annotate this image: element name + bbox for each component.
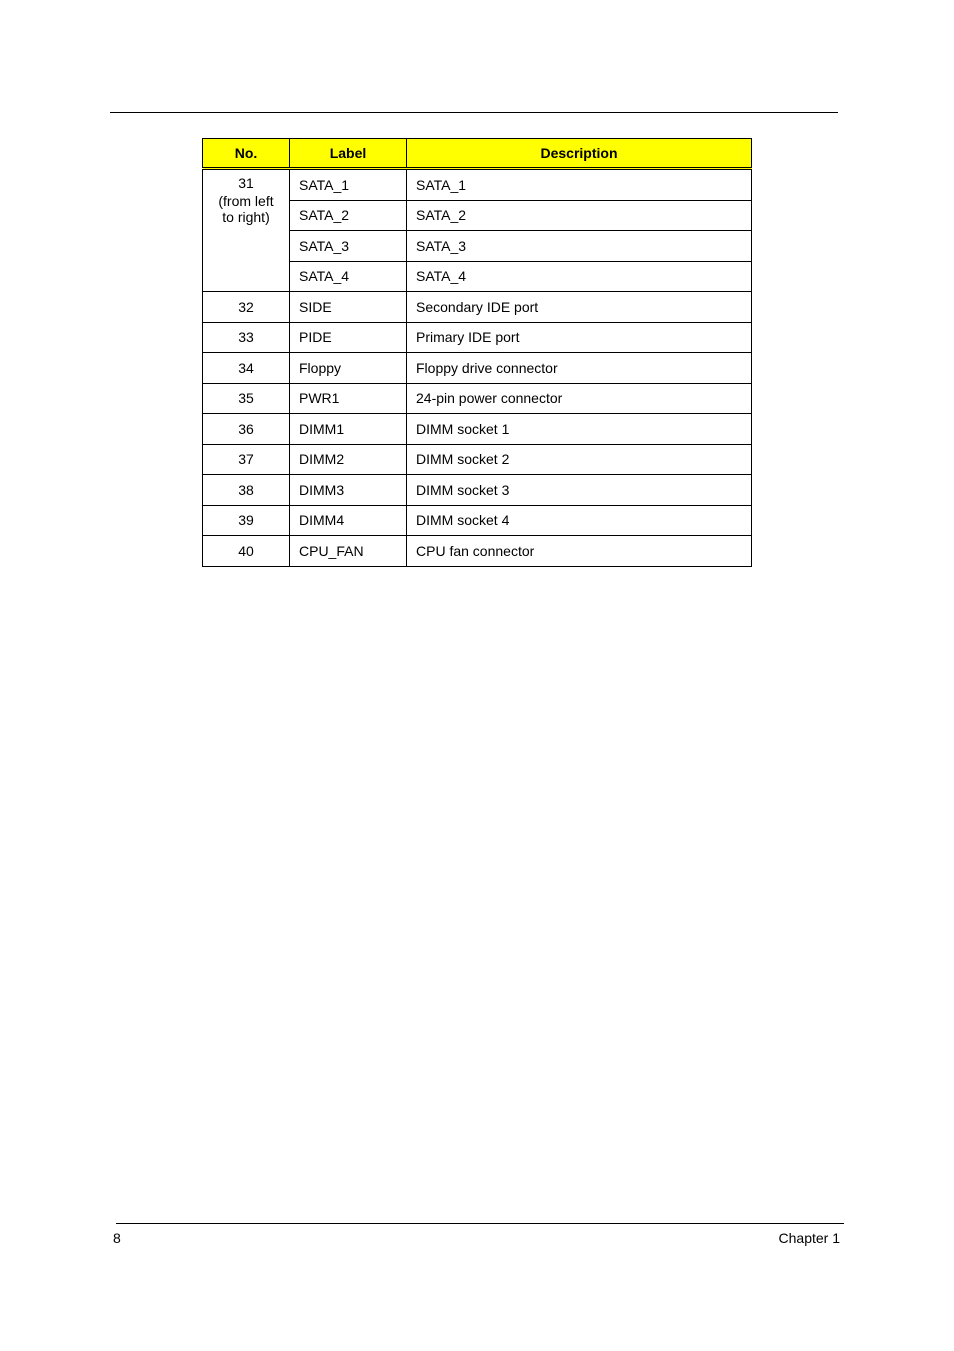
- description-cell: Floppy drive connector: [407, 353, 752, 384]
- label-cell: SATA_2: [290, 200, 407, 231]
- label-cell: PWR1: [290, 383, 407, 414]
- label-cell: DIMM2: [290, 444, 407, 475]
- group-note: to right): [222, 209, 270, 225]
- label-cell: DIMM1: [290, 414, 407, 445]
- description-cell: SATA_2: [407, 200, 752, 231]
- label-cell: DIMM3: [290, 475, 407, 506]
- label-cell: CPU_FAN: [290, 536, 407, 567]
- no-cell: 33: [203, 322, 290, 353]
- label-cell: PIDE: [290, 322, 407, 353]
- table-row: [203, 414, 752, 445]
- no-cell: 34: [203, 353, 290, 384]
- description-cell: 24-pin power connector: [407, 383, 752, 414]
- table-row: [203, 292, 752, 323]
- description-cell: DIMM socket 1: [407, 414, 752, 445]
- table-row: [203, 353, 752, 384]
- label-cell: SIDE: [290, 292, 407, 323]
- connector-table: [202, 138, 752, 567]
- description-cell: Secondary IDE port: [407, 292, 752, 323]
- label-cell: SATA_1: [290, 169, 407, 201]
- description-cell: DIMM socket 3: [407, 475, 752, 506]
- table-row: [203, 383, 752, 414]
- header-description: Description: [407, 139, 752, 169]
- table-row: [203, 444, 752, 475]
- label-cell: DIMM4: [290, 505, 407, 536]
- label-cell: SATA_3: [290, 231, 407, 262]
- footer-rule: [116, 1223, 844, 1224]
- no-cell: 38: [203, 475, 290, 506]
- page-number: 8: [113, 1230, 121, 1246]
- chapter-label: Chapter 1: [778, 1230, 840, 1246]
- no-cell: 36: [203, 414, 290, 445]
- label-cell: Floppy: [290, 353, 407, 384]
- no-cell: 32: [203, 292, 290, 323]
- table-row: [203, 322, 752, 353]
- group-no-cell: [203, 169, 290, 292]
- description-cell: SATA_3: [407, 231, 752, 262]
- description-cell: DIMM socket 4: [407, 505, 752, 536]
- table-row: [203, 169, 752, 201]
- group-no: 31: [238, 175, 254, 191]
- no-cell: 37: [203, 444, 290, 475]
- label-cell: SATA_4: [290, 261, 407, 292]
- description-cell: Primary IDE port: [407, 322, 752, 353]
- table-header-row: [203, 139, 752, 169]
- header-label: Label: [290, 139, 407, 169]
- description-cell: DIMM socket 2: [407, 444, 752, 475]
- no-cell: 40: [203, 536, 290, 567]
- no-cell: 39: [203, 505, 290, 536]
- description-cell: CPU fan connector: [407, 536, 752, 567]
- header-rule: [110, 112, 838, 113]
- no-cell: 35: [203, 383, 290, 414]
- header-no: No.: [203, 139, 290, 169]
- description-cell: SATA_1: [407, 169, 752, 201]
- description-cell: SATA_4: [407, 261, 752, 292]
- table-row: [203, 475, 752, 506]
- table-row: [203, 505, 752, 536]
- table-row: [203, 536, 752, 567]
- group-note: (from left: [218, 193, 274, 209]
